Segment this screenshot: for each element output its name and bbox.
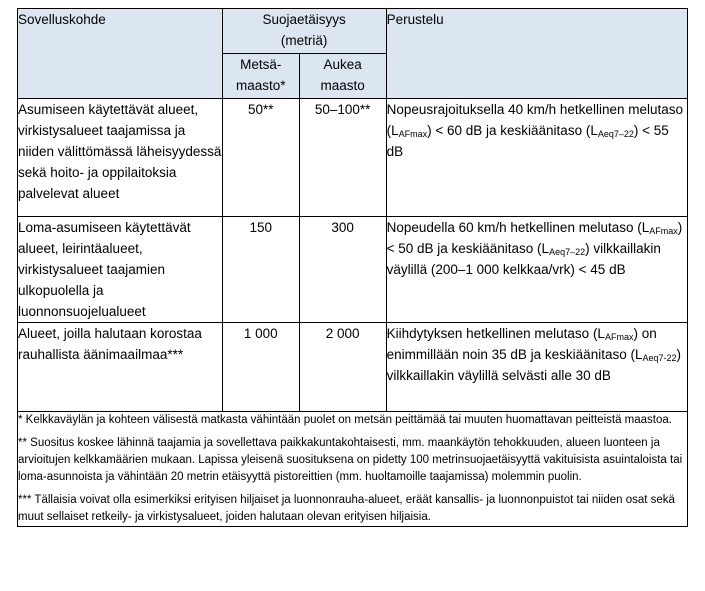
footnote-2: ** Suositus koskee lähinnä taajamia ja sovellettava paikkakuntakohtaisesti, mm. maankäytön tehokkuuden, alueen luonteen ja arvioitujen kelkkamäärien mukaan. Lapissa yleisenä suosituksena on pidetty 100 metrinsuojaetäisyyttä vakituisista asuintaloista tai loma-asunnoista ja vähintään 20 metrin etäisyyttä pistoreittien (mm. huoltamoille taajamissa) molemmin puolin. xyxy=(18,437,683,483)
footnotes xyxy=(18,412,688,527)
row-aukea xyxy=(299,323,386,412)
distance-table xyxy=(17,8,688,527)
kohde-text: Asumiseen käytettävät alueet, virkistysalueet taajamissa ja niiden välittömässä läheisyydessä sekä hoito- ja oppilaitoksia palvelevat alueet xyxy=(18,102,222,201)
perustelu-sub: AFmax xyxy=(604,332,634,342)
table-row xyxy=(18,217,688,323)
header-col2-unit: (metriä) xyxy=(280,33,328,48)
row-kohde xyxy=(18,323,223,412)
perustelu-sub: AFmax xyxy=(398,129,428,139)
header-sub1-label: Metsä-maasto* xyxy=(235,57,286,93)
perustelu-sub: Aeq7–22 xyxy=(597,129,634,139)
perustelu-text: ) vilkkaillakin väylillä selvästi alle 30 dB xyxy=(386,347,682,383)
footnote-3: *** Tällaisia voivat olla esimerkiksi erityisen hiljaiset ja luonnonrauha-alueet, eräät kansallis- ja luonnonpuistot tai niiden osat sekä muut sellaiset retkeily- ja virkistysalueet, joiden halutaan olevan erityisen hiljaisia. xyxy=(18,494,675,523)
aukea-value: 2 000 xyxy=(325,326,360,341)
perustelu-sub: Aeq7–22 xyxy=(549,247,586,257)
header-col3-label: Perustelu xyxy=(386,12,444,27)
perustelu-text: Nopeudella 60 km/h hetkellinen melutaso (L xyxy=(386,220,650,235)
perustelu-text: ) < 60 dB ja keskiäänitaso (L xyxy=(427,123,598,138)
header-perustelu xyxy=(386,9,687,99)
header-aukea-maasto xyxy=(299,54,386,99)
header-row xyxy=(18,9,688,54)
row-kohde xyxy=(18,217,223,323)
row-perustelu xyxy=(386,217,687,323)
perustelu-text: ) < 50 dB ja keskiäänitaso (L xyxy=(386,220,683,256)
header-sub2-label: Aukea maasto xyxy=(320,57,365,93)
perustelu-text: Nopeusrajoituksella 40 km/h hetkellinen melutaso (L xyxy=(386,102,683,138)
kohde-text: Alueet, joilla halutaan korostaa rauhallista äänimaailmaa*** xyxy=(18,326,202,362)
table-row xyxy=(18,323,688,412)
header-col1-label: Sovelluskohde xyxy=(18,12,106,27)
header-metsamaasto xyxy=(222,54,299,99)
row-metsa xyxy=(222,217,299,323)
header-col2-title: Suojaetäisyys xyxy=(262,12,346,27)
row-perustelu xyxy=(386,99,687,217)
row-kohde xyxy=(18,99,223,217)
aukea-value: 300 xyxy=(331,220,354,235)
header-suojaetaisyys xyxy=(222,9,386,54)
aukea-value: 50–100** xyxy=(314,102,371,117)
metsa-value: 1 000 xyxy=(243,326,278,341)
perustelu-text: ) vilkkaillakin väylillä (200–1 000 kelkkaa/vrk) < 45 dB xyxy=(386,241,661,277)
row-metsa xyxy=(222,323,299,412)
row-aukea xyxy=(299,99,386,217)
perustelu-text: ) < 55 dB xyxy=(386,123,669,159)
row-perustelu xyxy=(386,323,687,412)
kohde-text: Loma-asumiseen käytettävät alueet, leirintäalueet, virkistysalueet taajamien ulkopuolella ja luonnonsuojelualueet xyxy=(18,220,191,319)
table-row xyxy=(18,99,688,217)
perustelu-text: ) on enimmillään noin 35 dB ja keskiäänitaso (L xyxy=(386,326,657,362)
header-sovelluskohde xyxy=(18,9,223,99)
perustelu-text: Kiihdytyksen hetkellinen melutaso (L xyxy=(386,326,605,341)
footnotes-row xyxy=(18,412,688,527)
footnote-1: * Kelkkaväylän ja kohteen välisestä matkasta vähintään puolet on metsän peittämää tai muuten huomattavan peitteistä maastoa. xyxy=(18,414,672,426)
metsa-value: 150 xyxy=(249,220,272,235)
metsa-value: 50** xyxy=(247,102,274,117)
row-metsa xyxy=(222,99,299,217)
perustelu-sub: AFmax xyxy=(649,226,678,236)
row-aukea xyxy=(299,217,386,323)
perustelu-sub: Aeq7-22 xyxy=(642,353,677,363)
